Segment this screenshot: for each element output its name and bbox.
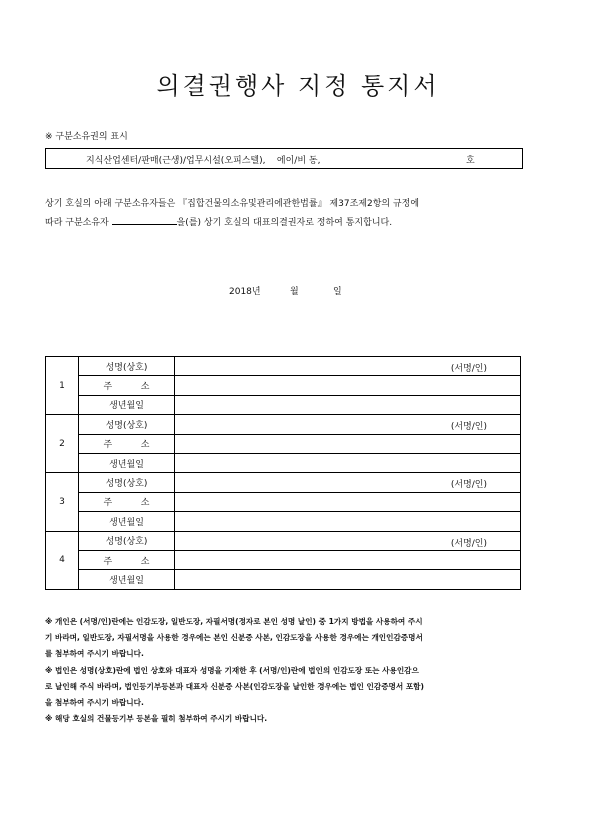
birth-label: 생년월일 bbox=[79, 570, 175, 589]
address-label: 주 소 bbox=[103, 440, 150, 451]
unit-ho-label: 호 bbox=[466, 156, 475, 166]
name-label: 성명(상호) bbox=[79, 531, 175, 550]
paragraph-line-2-suffix: 을(를) 상기 호실의 대표의결권자로 정하여 통지합니다. bbox=[176, 218, 393, 228]
address-label-cell bbox=[79, 434, 175, 453]
sign-label: (서명/인) bbox=[450, 538, 487, 549]
sign-label: (서명/인) bbox=[450, 480, 487, 491]
address-label-cell bbox=[79, 376, 175, 395]
note-line: ※ 해당 호실의 건물등기부 등본을 필히 첨부하여 주시기 바랍니다. bbox=[45, 714, 268, 724]
unit-description: 지식산업센터/판매(근생)/업무시설(오피스텔), 에이/비 동, bbox=[86, 156, 321, 166]
note-line: ※ 개인은 (서명/인)란에는 인감도장, 일반도장, 자필서명(정자로 본인 성명 날인) 중 1가지 방법을 사용하여 주시 bbox=[45, 617, 423, 626]
paragraph-line-2 bbox=[45, 215, 535, 228]
address-label: 주 소 bbox=[103, 556, 150, 567]
address-field[interactable] bbox=[175, 434, 521, 453]
note-line: 을 첨부하여 주시기 바랍니다. bbox=[45, 698, 144, 708]
address-label: 주 소 bbox=[103, 498, 150, 509]
note-line: ※ 법인은 성명(상호)란에 법인 상호와 대표자 성명을 기재한 후 (서명/인)란에 법인의 인감도장 또는 사용인감으 bbox=[45, 665, 419, 675]
owner-row-address bbox=[46, 492, 521, 511]
birth-field[interactable] bbox=[175, 453, 521, 472]
owner-row-birth bbox=[46, 453, 521, 472]
name-label: 성명(상호) bbox=[79, 357, 175, 376]
address-field[interactable] bbox=[175, 492, 521, 511]
owner-number: 3 bbox=[46, 473, 79, 531]
name-label: 성명(상호) bbox=[79, 415, 175, 434]
owner-number: 4 bbox=[46, 531, 79, 589]
birth-label: 생년월일 bbox=[79, 512, 175, 531]
representative-name-blank bbox=[112, 215, 177, 225]
date-month: 월 bbox=[290, 287, 299, 297]
paragraph-line-1: 상기 호실의 아래 구분소유자들은 『집합건물의소유및관리에관한법률』 제37조제2항의 규정에 bbox=[45, 199, 420, 209]
owner-row-birth bbox=[46, 570, 521, 589]
sign-label: (서명/인) bbox=[450, 422, 487, 433]
note-line: 로 날인해 주식 바라며, 법인등기부등본과 대표자 신분증 사본(인감도장을 날인한 경우에는 법인 인감증명서 포함) bbox=[45, 681, 424, 691]
owner-row-address bbox=[46, 550, 521, 569]
paragraph-line-2-prefix: 따라 구분소유자 bbox=[45, 218, 109, 228]
owner-row-name bbox=[46, 415, 521, 434]
address-field[interactable] bbox=[175, 376, 521, 395]
owner-row-name bbox=[46, 473, 521, 492]
address-label: 주 소 bbox=[103, 382, 150, 393]
owner-row-name bbox=[46, 531, 521, 550]
name-field[interactable] bbox=[175, 415, 521, 434]
owner-number: 1 bbox=[46, 357, 79, 415]
birth-field[interactable] bbox=[175, 570, 521, 589]
owner-row-name bbox=[46, 357, 521, 376]
notes bbox=[45, 614, 535, 727]
owner-row-address bbox=[46, 376, 521, 395]
note-line: 를 첨부하여 주시기 바랍니다. bbox=[45, 649, 144, 659]
birth-field[interactable] bbox=[175, 512, 521, 531]
name-label: 성명(상호) bbox=[79, 473, 175, 492]
birth-label: 생년월일 bbox=[79, 453, 175, 472]
unit-designation-box bbox=[45, 148, 523, 169]
birth-field[interactable] bbox=[175, 395, 521, 414]
document-title: 의결권행사 지정 통지서 bbox=[156, 72, 440, 100]
address-label-cell bbox=[79, 550, 175, 569]
owner-row-birth bbox=[46, 512, 521, 531]
name-field[interactable] bbox=[175, 357, 521, 376]
owner-number: 2 bbox=[46, 415, 79, 473]
name-field[interactable] bbox=[175, 473, 521, 492]
date-year: 2018년 bbox=[229, 287, 261, 297]
sign-label: (서명/인) bbox=[450, 364, 487, 374]
owner-row-birth bbox=[46, 395, 521, 414]
date-day: 일 bbox=[333, 287, 342, 297]
note-line: 기 바라며, 일반도장, 자필서명을 사용한 경우에는 본인 신분증 사본, 인감도장을 사용한 경우에는 개인인감증명서 bbox=[45, 633, 423, 643]
section-label: ※ 구분소유권의 표시 bbox=[45, 132, 128, 142]
address-label-cell bbox=[79, 492, 175, 511]
owner-row-address bbox=[46, 434, 521, 453]
owners-table bbox=[45, 356, 521, 590]
name-field[interactable] bbox=[175, 531, 521, 550]
address-field[interactable] bbox=[175, 550, 521, 569]
birth-label: 생년월일 bbox=[79, 395, 175, 414]
